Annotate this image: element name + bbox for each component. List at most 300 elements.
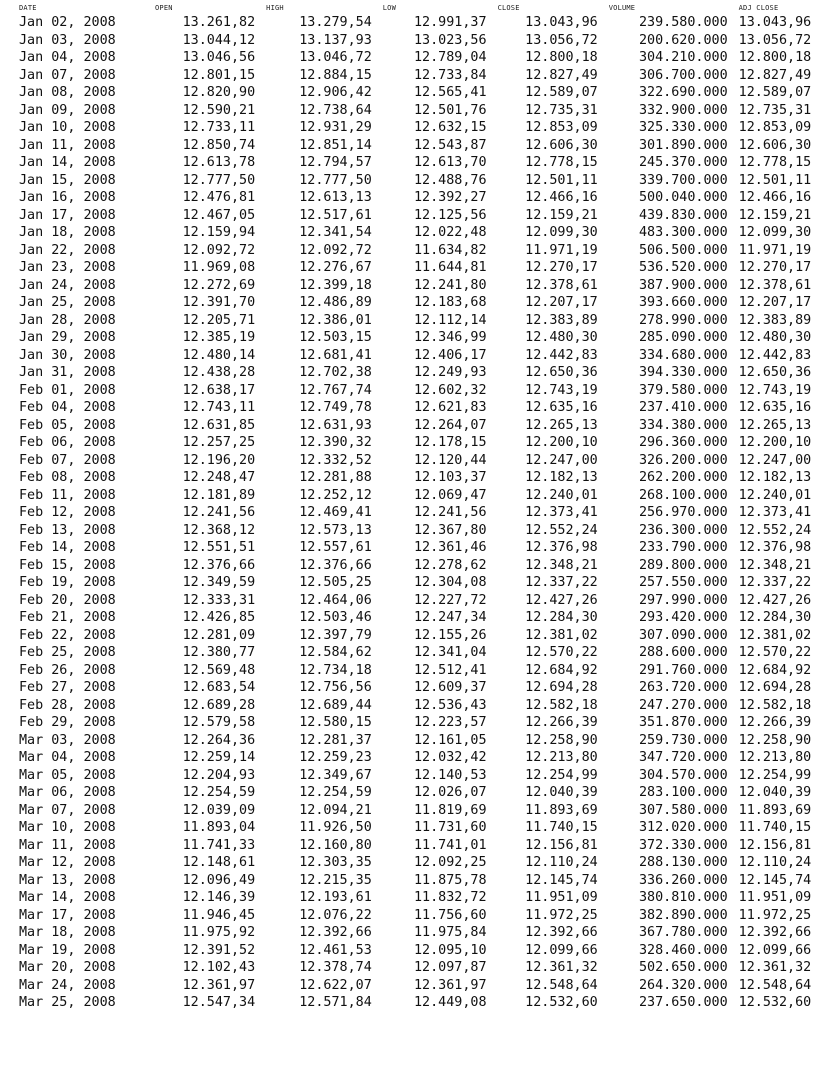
table-row — [19, 102, 818, 120]
cell-close: 12.532,60 — [525, 995, 598, 1010]
table-row — [19, 644, 818, 662]
table-row — [19, 154, 818, 172]
cell-low: 12.406,17 — [414, 347, 487, 363]
cell-close: 12.589,07 — [525, 85, 598, 100]
cell-open: 12.733,11 — [182, 120, 256, 135]
cell-volume: 322.690.000 — [638, 85, 728, 100]
table-row — [19, 49, 818, 67]
cell-date: Feb 15, 2008 — [19, 557, 116, 573]
cell-high: 12.580,15 — [299, 715, 372, 730]
cell-low: 12.241,56 — [414, 505, 487, 520]
cell-adj-close: 11.893,69 — [738, 802, 812, 818]
table-row — [19, 277, 818, 295]
cell-date: Jan 23, 2008 — [19, 260, 116, 275]
cell-high: 12.281,88 — [299, 470, 372, 485]
cell-volume: 262.200.000 — [638, 470, 728, 485]
cell-volume: 328.460.000 — [638, 942, 728, 958]
cell-close: 12.827,49 — [525, 67, 598, 83]
cell-volume: 257.550.000 — [638, 575, 728, 590]
cell-date: Jan 30, 2008 — [19, 347, 116, 363]
cell-close: 12.853,09 — [525, 120, 598, 135]
cell-low: 12.449,08 — [414, 995, 487, 1010]
table-row — [19, 872, 818, 890]
cell-date: Mar 06, 2008 — [19, 785, 116, 800]
cell-date: Jan 14, 2008 — [19, 155, 116, 170]
cell-low: 12.095,10 — [414, 942, 487, 958]
cell-low: 12.227,72 — [414, 592, 487, 608]
cell-close: 12.548,64 — [525, 977, 598, 993]
table-row — [19, 609, 818, 627]
cell-date: Feb 19, 2008 — [19, 575, 116, 590]
cell-adj-close: 12.827,49 — [738, 67, 812, 83]
cell-volume: 278.990.000 — [638, 312, 728, 328]
cell-high: 12.689,44 — [299, 697, 372, 713]
cell-volume: 439.830.000 — [638, 207, 728, 223]
table-row — [19, 14, 818, 32]
cell-close: 12.466,16 — [525, 190, 598, 205]
cell-open: 11.893,04 — [182, 820, 256, 835]
cell-open: 12.376,66 — [182, 557, 256, 573]
cell-adj-close: 12.853,09 — [738, 120, 812, 135]
table-row — [19, 907, 818, 925]
cell-volume: 502.650.000 — [638, 960, 728, 975]
cell-date: Feb 11, 2008 — [19, 487, 116, 503]
cell-low: 12.733,84 — [414, 67, 487, 83]
cell-low: 12.120,44 — [414, 452, 487, 468]
cell-open: 12.102,43 — [182, 960, 256, 975]
cell-adj-close: 12.145,74 — [738, 872, 812, 888]
cell-low: 12.223,57 — [414, 715, 487, 730]
cell-date: Jan 17, 2008 — [19, 207, 116, 223]
cell-low: 13.023,56 — [414, 32, 487, 48]
cell-adj-close: 12.589,07 — [738, 85, 812, 100]
cell-volume: 483.300.000 — [638, 225, 728, 240]
cell-low: 12.125,56 — [414, 207, 487, 223]
cell-adj-close: 12.606,30 — [738, 137, 812, 153]
cell-volume: 339.700.000 — [638, 172, 728, 188]
cell-open: 12.569,48 — [182, 662, 256, 678]
cell-volume: 387.900.000 — [638, 277, 728, 293]
cell-volume: 285.090.000 — [638, 330, 728, 345]
table-row — [19, 679, 818, 697]
cell-volume: 233.790.000 — [638, 540, 728, 555]
cell-date: Jan 15, 2008 — [19, 172, 116, 188]
header-high: HIGH — [266, 3, 284, 12]
cell-high: 12.341,54 — [299, 225, 372, 240]
cell-adj-close: 12.800,18 — [738, 50, 812, 65]
cell-close: 12.040,39 — [525, 785, 598, 800]
cell-date: Mar 07, 2008 — [19, 802, 116, 818]
table-row — [19, 242, 818, 260]
cell-high: 12.906,42 — [299, 85, 372, 100]
cell-date: Mar 17, 2008 — [19, 907, 116, 923]
cell-adj-close: 11.951,09 — [738, 890, 812, 905]
cell-volume: 536.520.000 — [638, 260, 728, 275]
cell-low: 12.155,26 — [414, 627, 487, 643]
table-row — [19, 522, 818, 540]
cell-volume: 291.760.000 — [638, 662, 728, 678]
cell-close: 12.582,18 — [525, 697, 598, 713]
cell-adj-close: 12.265,13 — [738, 417, 812, 433]
cell-high: 12.573,13 — [299, 522, 372, 538]
cell-adj-close: 12.266,39 — [738, 715, 812, 730]
cell-date: Mar 11, 2008 — [19, 837, 116, 853]
cell-date: Feb 05, 2008 — [19, 417, 116, 433]
cell-low: 11.634,82 — [414, 242, 487, 258]
cell-close: 12.348,21 — [525, 557, 598, 573]
table-row — [19, 434, 818, 452]
cell-low: 12.178,15 — [414, 435, 487, 450]
cell-adj-close: 12.337,22 — [738, 575, 812, 590]
cell-low: 12.264,07 — [414, 417, 487, 433]
cell-adj-close: 12.361,32 — [738, 960, 812, 975]
cell-date: Feb 25, 2008 — [19, 645, 116, 660]
cell-date: Feb 28, 2008 — [19, 697, 116, 713]
cell-open: 12.683,54 — [182, 680, 256, 695]
cell-volume: 382.890.000 — [638, 907, 728, 923]
cell-adj-close: 12.213,80 — [738, 750, 812, 765]
cell-adj-close: 12.258,90 — [738, 732, 812, 748]
cell-close: 12.182,13 — [525, 470, 598, 485]
cell-close: 12.778,15 — [525, 155, 598, 170]
cell-volume: 259.730.000 — [638, 732, 728, 748]
cell-open: 12.638,17 — [182, 382, 256, 398]
cell-volume: 393.660.000 — [638, 295, 728, 310]
cell-high: 12.376,66 — [299, 557, 372, 573]
cell-date: Feb 12, 2008 — [19, 505, 116, 520]
cell-date: Jan 07, 2008 — [19, 67, 116, 83]
table-row — [19, 627, 818, 645]
cell-close: 12.099,30 — [525, 225, 598, 240]
cell-low: 12.069,47 — [414, 487, 487, 503]
cell-date: Feb 08, 2008 — [19, 470, 116, 485]
cell-open: 12.380,77 — [182, 645, 256, 660]
cell-volume: 334.680.000 — [638, 347, 728, 363]
table-row — [19, 837, 818, 855]
table-row — [19, 557, 818, 575]
cell-close: 12.743,19 — [525, 382, 598, 398]
cell-high: 12.254,59 — [299, 785, 372, 800]
table-row — [19, 889, 818, 907]
cell-close: 12.735,31 — [525, 102, 598, 118]
cell-volume: 304.210.000 — [638, 50, 728, 65]
cell-date: Mar 14, 2008 — [19, 890, 116, 905]
cell-low: 11.875,78 — [414, 872, 487, 888]
cell-volume: 334.380.000 — [638, 417, 728, 433]
cell-close: 12.427,26 — [525, 592, 598, 608]
cell-high: 12.461,53 — [299, 942, 372, 958]
cell-open: 12.248,47 — [182, 470, 256, 485]
cell-close: 12.240,01 — [525, 487, 598, 503]
cell-date: Mar 13, 2008 — [19, 872, 116, 888]
cell-date: Jan 03, 2008 — [19, 32, 116, 48]
cell-close: 12.392,66 — [525, 925, 598, 940]
cell-adj-close: 12.110,24 — [738, 855, 812, 870]
table-row — [19, 714, 818, 732]
cell-open: 11.969,08 — [182, 260, 256, 275]
cell-open: 12.476,81 — [182, 190, 256, 205]
cell-low: 12.032,42 — [414, 750, 487, 765]
cell-close: 12.247,00 — [525, 452, 598, 468]
cell-low: 12.112,14 — [414, 312, 487, 328]
cell-adj-close: 12.348,21 — [738, 557, 812, 573]
cell-open: 12.333,31 — [182, 592, 256, 608]
cell-date: Feb 26, 2008 — [19, 662, 116, 678]
cell-close: 12.606,30 — [525, 137, 598, 153]
cell-close: 12.684,92 — [525, 662, 598, 678]
cell-volume: 506.500.000 — [638, 242, 728, 258]
cell-high: 12.094,21 — [299, 802, 372, 818]
cell-low: 12.026,07 — [414, 785, 487, 800]
cell-high: 12.734,18 — [299, 662, 372, 678]
cell-close: 13.056,72 — [525, 32, 598, 48]
cell-high: 13.046,72 — [299, 50, 372, 65]
cell-adj-close: 12.284,30 — [738, 610, 812, 625]
cell-close: 12.284,30 — [525, 610, 598, 625]
table-row — [19, 942, 818, 960]
cell-volume: 264.320.000 — [638, 977, 728, 993]
cell-volume: 236.300.000 — [638, 522, 728, 538]
cell-date: Feb 14, 2008 — [19, 540, 116, 555]
cell-low: 12.278,62 — [414, 557, 487, 573]
cell-high: 12.392,66 — [299, 925, 372, 940]
cell-low: 12.097,87 — [414, 960, 487, 975]
cell-close: 12.442,83 — [525, 347, 598, 363]
cell-low: 11.756,60 — [414, 907, 487, 923]
cell-close: 11.972,25 — [525, 907, 598, 923]
cell-close: 12.337,22 — [525, 575, 598, 590]
table-row — [19, 819, 818, 837]
cell-open: 11.946,45 — [182, 907, 256, 923]
cell-adj-close: 12.501,11 — [738, 172, 812, 188]
cell-volume: 307.580.000 — [638, 802, 728, 818]
cell-open: 12.385,19 — [182, 330, 256, 345]
cell-close: 12.270,17 — [525, 260, 598, 275]
cell-high: 12.303,35 — [299, 855, 372, 870]
cell-low: 12.249,93 — [414, 365, 487, 380]
cell-date: Jan 24, 2008 — [19, 277, 116, 293]
cell-open: 12.613,78 — [182, 155, 256, 170]
table-row — [19, 662, 818, 680]
table-row — [19, 84, 818, 102]
cell-volume: 293.420.000 — [638, 610, 728, 625]
cell-close: 12.501,11 — [525, 172, 598, 188]
cell-low: 11.832,72 — [414, 890, 487, 905]
cell-adj-close: 11.971,19 — [738, 242, 812, 258]
cell-adj-close: 12.743,19 — [738, 382, 812, 398]
cell-date: Mar 24, 2008 — [19, 977, 116, 993]
cell-date: Jan 29, 2008 — [19, 330, 116, 345]
cell-open: 12.361,97 — [182, 977, 256, 993]
cell-date: Jan 16, 2008 — [19, 190, 116, 205]
cell-adj-close: 12.376,98 — [738, 540, 812, 555]
cell-high: 12.378,74 — [299, 960, 372, 975]
cell-open: 12.259,14 — [182, 750, 256, 765]
cell-volume: 347.720.000 — [638, 750, 728, 765]
cell-date: Feb 20, 2008 — [19, 592, 116, 608]
table-row — [19, 137, 818, 155]
cell-high: 12.794,57 — [299, 155, 372, 170]
cell-high: 13.279,54 — [299, 15, 372, 30]
cell-close: 12.266,39 — [525, 715, 598, 730]
cell-high: 12.215,35 — [299, 872, 372, 888]
cell-adj-close: 13.056,72 — [738, 32, 812, 48]
cell-open: 13.044,12 — [182, 32, 256, 48]
cell-low: 12.632,15 — [414, 120, 487, 135]
cell-low: 12.140,53 — [414, 767, 487, 783]
cell-high: 12.622,07 — [299, 977, 372, 993]
table-row — [19, 697, 818, 715]
cell-open: 12.551,51 — [182, 540, 256, 555]
cell-adj-close: 12.383,89 — [738, 312, 812, 328]
cell-high: 12.386,01 — [299, 312, 372, 328]
cell-close: 13.043,96 — [525, 15, 598, 30]
cell-low: 12.543,87 — [414, 137, 487, 153]
cell-volume: 289.800.000 — [638, 557, 728, 573]
cell-low: 12.536,43 — [414, 697, 487, 713]
cell-adj-close: 12.099,66 — [738, 942, 812, 958]
price-history-table — [19, 1, 818, 1012]
cell-adj-close: 12.735,31 — [738, 102, 812, 118]
cell-adj-close: 12.635,16 — [738, 400, 812, 415]
table-row — [19, 924, 818, 942]
cell-adj-close: 12.392,66 — [738, 925, 812, 940]
table-row — [19, 32, 818, 50]
cell-close: 12.156,81 — [525, 837, 598, 853]
cell-close: 12.480,30 — [525, 330, 598, 345]
cell-date: Mar 03, 2008 — [19, 732, 116, 748]
cell-high: 12.681,41 — [299, 347, 372, 363]
cell-close: 12.254,99 — [525, 767, 598, 783]
cell-adj-close: 12.254,99 — [738, 767, 812, 783]
cell-low: 12.304,08 — [414, 575, 487, 590]
cell-volume: 256.970.000 — [638, 505, 728, 520]
cell-low: 12.247,34 — [414, 610, 487, 625]
cell-open: 12.850,74 — [182, 137, 256, 153]
table-row — [19, 469, 818, 487]
table-row — [19, 399, 818, 417]
cell-close: 12.694,28 — [525, 680, 598, 695]
cell-adj-close: 12.532,60 — [738, 995, 812, 1010]
cell-date: Jan 28, 2008 — [19, 312, 116, 328]
table-row — [19, 732, 818, 750]
cell-open: 12.689,28 — [182, 697, 256, 713]
cell-date: Jan 25, 2008 — [19, 295, 116, 310]
cell-open: 12.264,36 — [182, 732, 256, 748]
cell-low: 12.488,76 — [414, 172, 487, 188]
cell-adj-close: 12.548,64 — [738, 977, 812, 993]
cell-volume: 367.780.000 — [638, 925, 728, 940]
cell-low: 12.392,27 — [414, 190, 487, 205]
cell-adj-close: 12.247,00 — [738, 452, 812, 468]
table-row — [19, 417, 818, 435]
table-row — [19, 977, 818, 995]
cell-volume: 306.700.000 — [638, 67, 728, 83]
table-row — [19, 172, 818, 190]
table-row — [19, 224, 818, 242]
cell-high: 12.332,52 — [299, 452, 372, 468]
cell-date: Jan 09, 2008 — [19, 102, 116, 118]
cell-low: 12.602,32 — [414, 382, 487, 398]
cell-adj-close: 12.381,02 — [738, 627, 812, 643]
cell-open: 12.257,25 — [182, 435, 256, 450]
cell-date: Feb 06, 2008 — [19, 435, 116, 450]
cell-close: 11.740,15 — [525, 820, 598, 835]
cell-high: 11.926,50 — [299, 820, 372, 835]
cell-open: 12.391,52 — [182, 942, 256, 958]
cell-low: 12.361,46 — [414, 540, 487, 555]
cell-low: 12.103,37 — [414, 470, 487, 485]
cell-adj-close: 12.156,81 — [738, 837, 812, 853]
cell-close: 12.376,98 — [525, 540, 598, 555]
table-row — [19, 312, 818, 330]
cell-date: Mar 25, 2008 — [19, 995, 116, 1010]
header-row — [19, 1, 818, 14]
table-row — [19, 207, 818, 225]
cell-date: Jan 18, 2008 — [19, 225, 116, 240]
cell-high: 12.517,61 — [299, 207, 372, 223]
cell-high: 12.505,25 — [299, 575, 372, 590]
table-row — [19, 504, 818, 522]
cell-open: 12.480,14 — [182, 347, 256, 363]
cell-high: 12.738,64 — [299, 102, 372, 118]
cell-high: 12.276,67 — [299, 260, 372, 275]
cell-volume: 200.620.000 — [638, 32, 728, 48]
cell-open: 12.801,15 — [182, 67, 256, 83]
cell-close: 12.145,74 — [525, 872, 598, 888]
cell-adj-close: 12.694,28 — [738, 680, 812, 695]
cell-high: 12.281,37 — [299, 732, 372, 748]
cell-adj-close: 12.270,17 — [738, 260, 812, 275]
table-body — [19, 14, 818, 1012]
cell-date: Jan 02, 2008 — [19, 15, 116, 30]
table-row — [19, 364, 818, 382]
cell-volume: 379.580.000 — [638, 382, 728, 398]
header-date: DATE — [19, 3, 37, 12]
cell-open: 12.631,85 — [182, 417, 256, 433]
cell-open: 12.148,61 — [182, 855, 256, 870]
cell-open: 12.204,93 — [182, 767, 256, 783]
table-row — [19, 784, 818, 802]
cell-close: 12.258,90 — [525, 732, 598, 748]
cell-adj-close: 12.040,39 — [738, 785, 812, 800]
cell-low: 12.092,25 — [414, 855, 487, 870]
cell-open: 12.146,39 — [182, 890, 256, 905]
cell-adj-close: 12.378,61 — [738, 277, 812, 293]
cell-high: 12.767,74 — [299, 382, 372, 398]
header-close: CLOSE — [497, 3, 520, 12]
cell-high: 12.259,23 — [299, 750, 372, 765]
cell-volume: 237.410.000 — [638, 400, 728, 415]
cell-close: 12.207,17 — [525, 295, 598, 310]
table-row — [19, 189, 818, 207]
cell-low: 12.346,99 — [414, 330, 487, 345]
cell-date: Feb 07, 2008 — [19, 452, 116, 468]
cell-close: 12.381,02 — [525, 627, 598, 643]
cell-high: 13.137,93 — [299, 32, 372, 48]
cell-adj-close: 12.570,22 — [738, 645, 812, 660]
cell-high: 12.702,38 — [299, 365, 372, 380]
cell-low: 11.741,01 — [414, 837, 487, 853]
cell-open: 12.426,85 — [182, 610, 256, 625]
cell-date: Jan 04, 2008 — [19, 50, 116, 65]
cell-open: 12.820,90 — [182, 85, 256, 100]
cell-close: 12.800,18 — [525, 50, 598, 65]
table-row — [19, 382, 818, 400]
cell-open: 12.438,28 — [182, 365, 256, 380]
cell-adj-close: 13.043,96 — [738, 15, 812, 30]
cell-volume: 237.650.000 — [638, 995, 728, 1010]
